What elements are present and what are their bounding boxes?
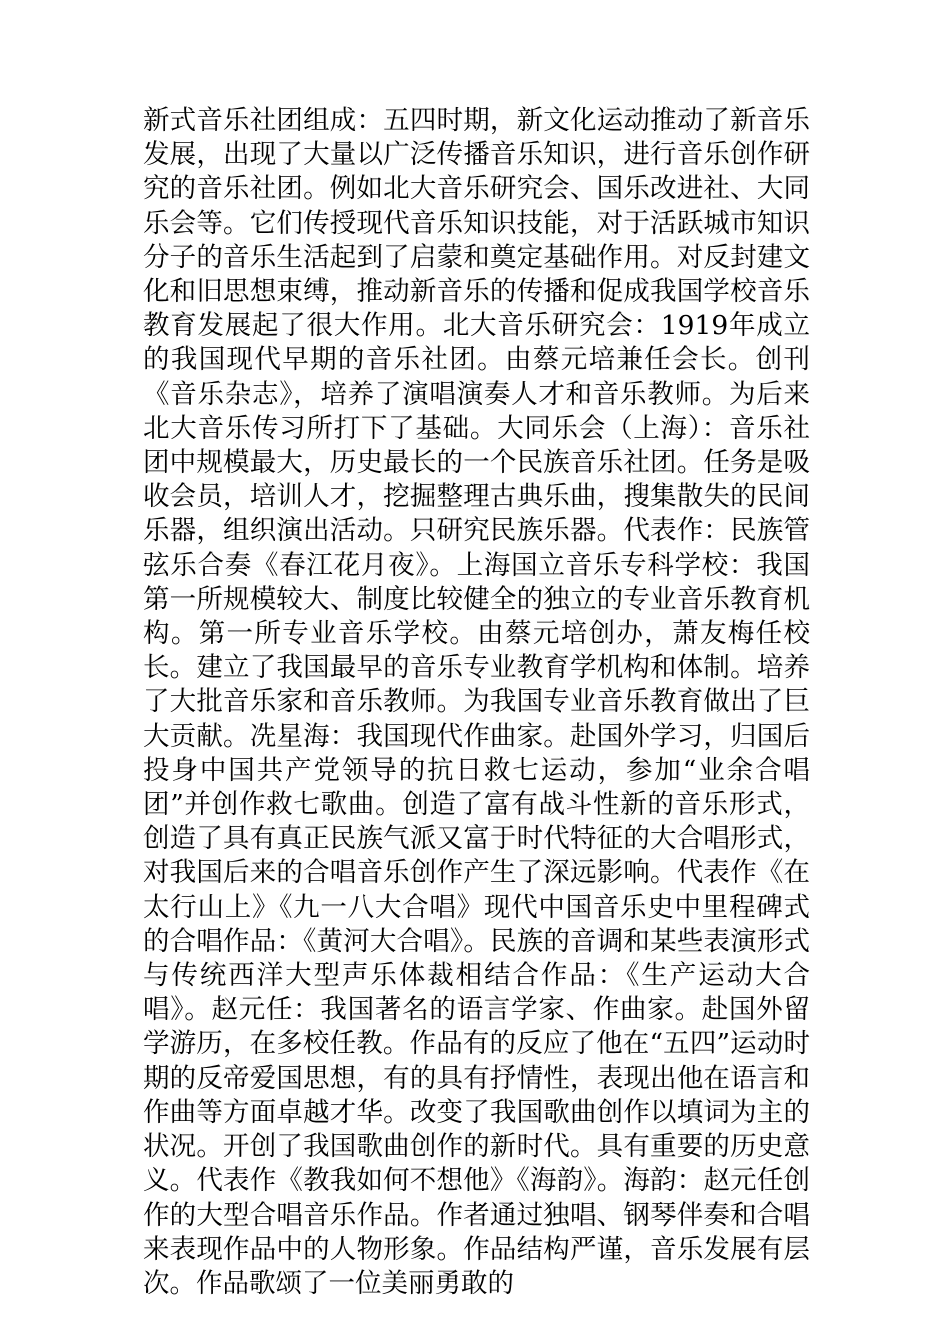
body-paragraph: 新式音乐社团组成：五四时期，新文化运动推动了新音乐发展，出现了大量以广泛传播音乐知识，进行音乐创作研究的音乐社团。例如北大音乐研究会、国乐改进社、大同乐会等。它们传授现代音乐知识技能，对于活跃城市知识分子的音乐生活起到了启蒙和奠定基础作用。对反封建文化和旧思想束缚，推动新音乐的传播和促成我国学校音乐教育发展起了很大作用。北大音乐研究会：1919年成立的我国现代早期的音乐社团。由蔡元培兼任会长。创刊《音乐杂志》，培养了演唱演奏人才和音乐教师。为后来北大音乐传习所打下了基础。大同乐会（上海）：音乐社团中规模最大，历史最长的一个民族音乐社团。任务是吸收会员，培训人才，挖掘整理古典乐曲，搜集散失的民间乐器，组织演出活动。只研究民族乐器。代表作：民族管弦乐合奏《春江花月夜》。上海国立音乐专科学校：我国第一所规模较大、制度比较健全的独立的专业音乐教育机构。第一所专业音乐学校。由蔡元培创办，萧友梅任校长。建立了我国最早的音乐专业教育学机构和体制。培养了大批音乐家和音乐教师。为我国专业音乐教育做出了巨大贡献。冼星海：我国现代作曲家。赴国外学习，归国后投身中国共产党领导的抗日救七运动，参加“业余合唱团”并创作救七歌曲。创造了富有战斗性新的音乐形式，创造了具有真正民族气派又富于时代特征的大合唱形式，对我国后来的合唱音乐创作产生了深远影响。代表作《在太行山上》《九一八大合唱》现代中国音乐史中里程碑式的合唱作品：《黄河大合唱》。民族的音调和某些表演形式与传统西洋大型声乐体裁相结合作品：《生产运动大合唱》。赵元任：我国著名的语言学家、作曲家。赴国外留学游历，在多校任教。作品有的反应了他在“五四”运动时期的反帝爱国思想，有的具有抒情性，表现出他在语言和作曲等方面卓越才华。改变了我国歌曲创作以填词为主的状况。开创了我国歌曲创作的新时代。具有重要的历史意义。代表作《教我如何不想他》《海韵》。海韵：赵元任创作的大型合唱音乐作品。作者通过独唱、钢琴伴奏和合唱来表现作品中的人物形象。作品结构严谨，音乐发展有层次。作品歌颂了一位美丽勇敢的	[143, 105, 810, 1299]
